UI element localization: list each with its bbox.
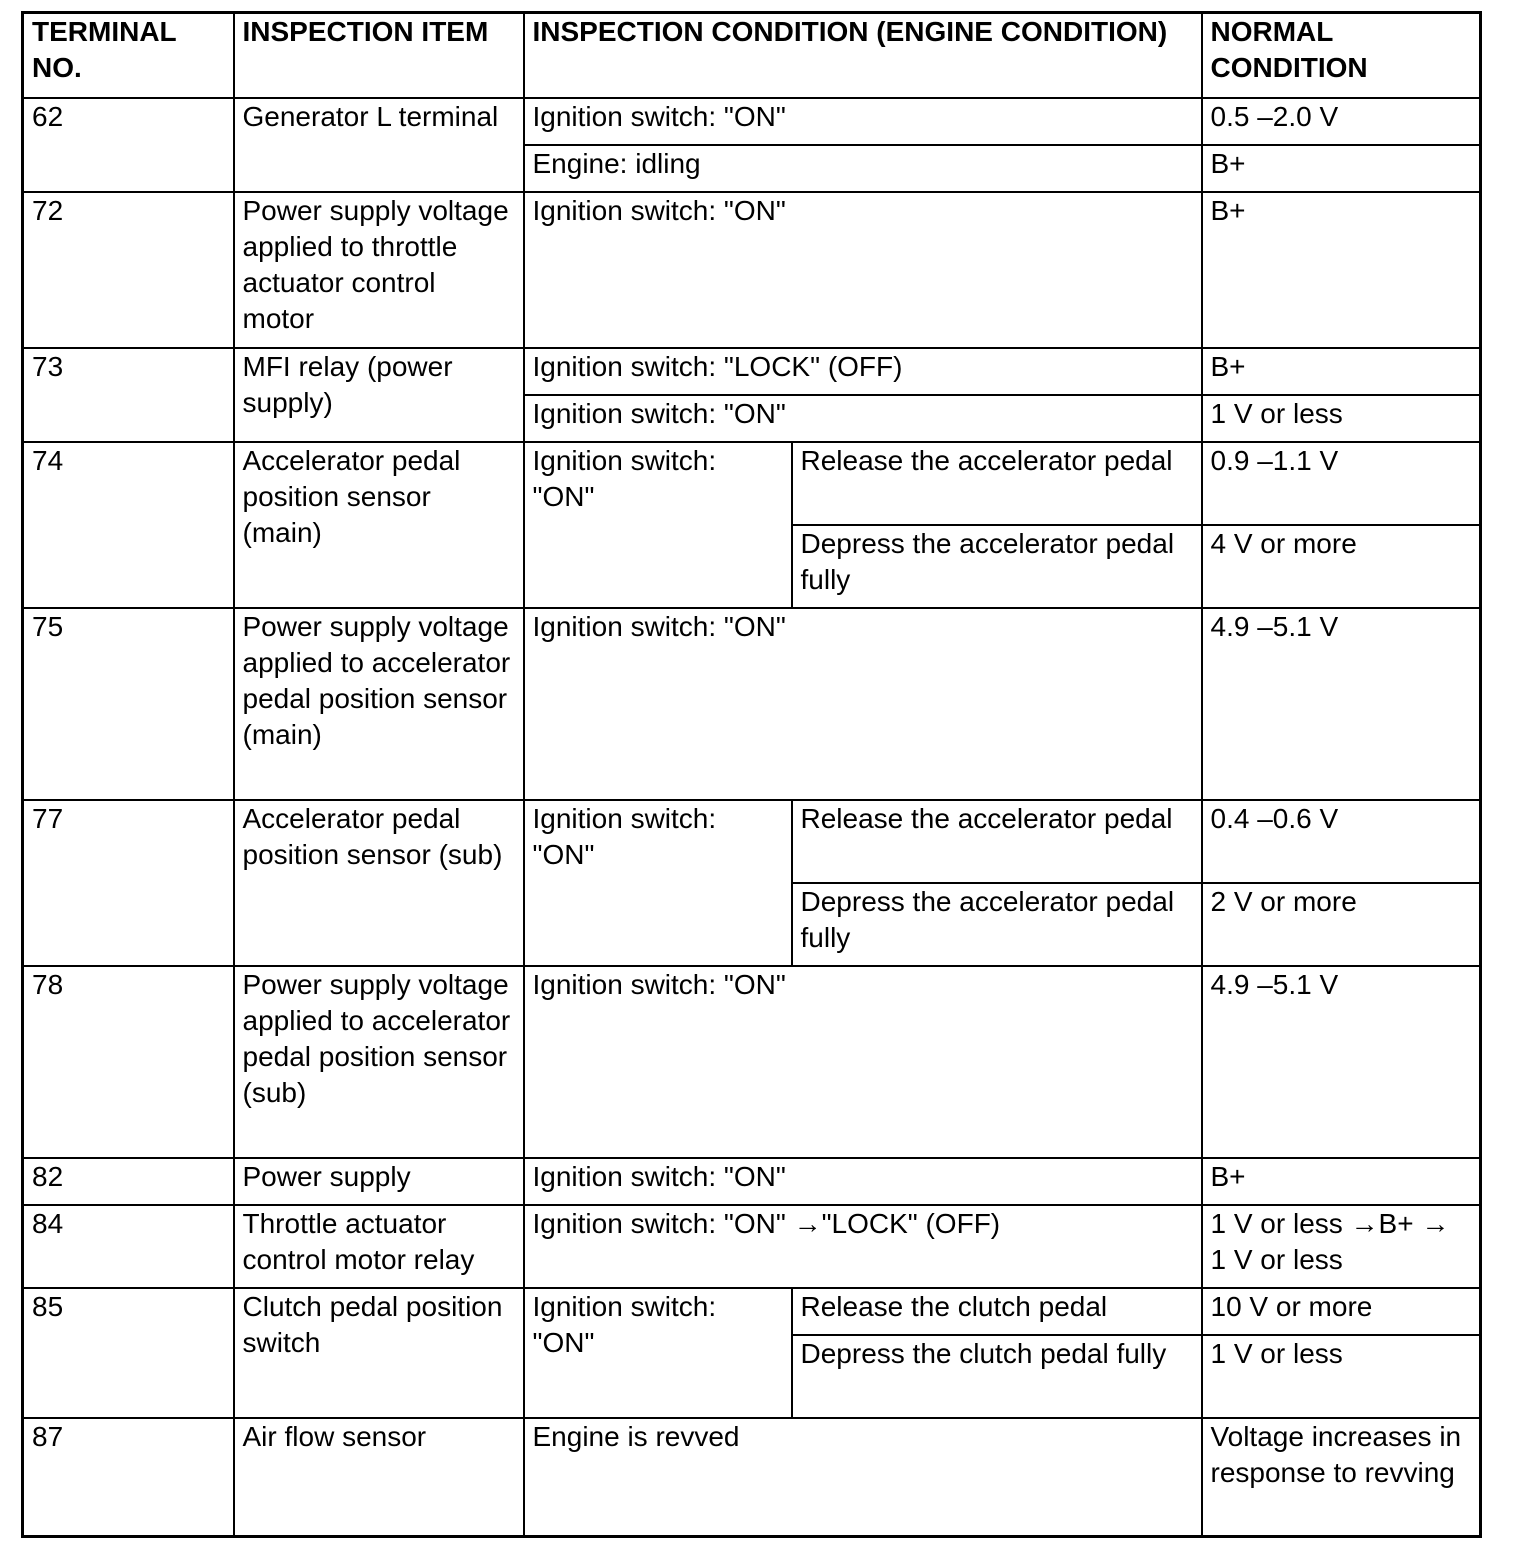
normal-condition: 4.9 –5.1 V xyxy=(1202,966,1481,1158)
normal-condition: 10 V or more xyxy=(1202,1288,1481,1335)
inspection-item: Power supply voltage applied to accelerator pedal position sensor (sub) xyxy=(234,966,524,1158)
inspection-condition: Ignition switch: "ON" xyxy=(524,966,1202,1158)
normal-condition: 0.9 –1.1 V xyxy=(1202,442,1481,525)
header-inspection-condition: INSPECTION CONDITION (ENGINE CONDITION) xyxy=(524,13,1202,99)
table-row xyxy=(23,1288,1481,1335)
inspection-item: Accelerator pedal position sensor (sub) xyxy=(234,800,524,966)
inspection-condition: Ignition switch: "ON" →"LOCK" (OFF) xyxy=(524,1205,1202,1288)
terminal-no: 62 xyxy=(23,98,234,192)
inspection-condition: Ignition switch: "ON" xyxy=(524,98,1202,145)
inspection-condition: Ignition switch: "LOCK" (OFF) xyxy=(524,348,1202,395)
header-normal-condition: NORMAL CONDITION xyxy=(1202,13,1481,99)
normal-condition: B+ xyxy=(1202,192,1481,348)
inspection-condition: Ignition switch: "ON" xyxy=(524,1288,792,1418)
terminal-no: 77 xyxy=(23,800,234,966)
inspection-condition: Ignition switch: "ON" xyxy=(524,442,792,608)
normal-condition: 4 V or more xyxy=(1202,525,1481,608)
table-row xyxy=(23,348,1481,395)
terminal-no: 74 xyxy=(23,442,234,608)
terminal-no: 78 xyxy=(23,966,234,1158)
inspection-item: Power supply voltage applied to accelerator pedal position sensor (main) xyxy=(234,608,524,800)
inspection-condition: Engine is revved xyxy=(524,1418,1202,1536)
normal-condition: 1 V or less xyxy=(1202,1335,1481,1418)
normal-condition: 1 V or less xyxy=(1202,395,1481,442)
table-row xyxy=(23,442,1481,525)
header-terminal-no: TERMINAL NO. xyxy=(23,13,234,99)
terminal-no: 87 xyxy=(23,1418,234,1536)
inspection-item: MFI relay (power supply) xyxy=(234,348,524,442)
table-row xyxy=(23,1418,1481,1536)
inspection-item: Air flow sensor xyxy=(234,1418,524,1536)
inspection-condition: Ignition switch: "ON" xyxy=(524,192,1202,348)
normal-condition: 0.4 –0.6 V xyxy=(1202,800,1481,883)
normal-condition: Voltage increases in response to revving xyxy=(1202,1418,1481,1536)
header-row xyxy=(23,13,1481,99)
inspection-table xyxy=(21,11,1482,1538)
table-row xyxy=(23,608,1481,800)
table-row xyxy=(23,1158,1481,1205)
inspection-item: Accelerator pedal position sensor (main) xyxy=(234,442,524,608)
terminal-no: 85 xyxy=(23,1288,234,1418)
inspection-subcondition: Release the accelerator pedal xyxy=(792,800,1202,883)
terminal-no: 82 xyxy=(23,1158,234,1205)
table-row xyxy=(23,192,1481,348)
inspection-condition: Ignition switch: "ON" xyxy=(524,608,1202,800)
inspection-subcondition: Depress the accelerator pedal fully xyxy=(792,883,1202,966)
normal-condition: B+ xyxy=(1202,145,1481,192)
normal-condition: 0.5 –2.0 V xyxy=(1202,98,1481,145)
normal-condition: 1 V or less →B+ → 1 V or less xyxy=(1202,1205,1481,1288)
table-row xyxy=(23,800,1481,883)
header-inspection-item: INSPECTION ITEM xyxy=(234,13,524,99)
inspection-condition: Ignition switch: "ON" xyxy=(524,1158,1202,1205)
inspection-subcondition: Depress the accelerator pedal fully xyxy=(792,525,1202,608)
inspection-subcondition: Release the accelerator pedal xyxy=(792,442,1202,525)
inspection-subcondition: Depress the clutch pedal fully xyxy=(792,1335,1202,1418)
normal-condition: 4.9 –5.1 V xyxy=(1202,608,1481,800)
inspection-item: Generator L terminal xyxy=(234,98,524,192)
normal-condition: B+ xyxy=(1202,348,1481,395)
table-row xyxy=(23,1205,1481,1288)
inspection-item: Throttle actuator control motor relay xyxy=(234,1205,524,1288)
inspection-item: Power supply xyxy=(234,1158,524,1205)
inspection-condition: Engine: idling xyxy=(524,145,1202,192)
inspection-subcondition: Release the clutch pedal xyxy=(792,1288,1202,1335)
terminal-no: 75 xyxy=(23,608,234,800)
normal-condition: B+ xyxy=(1202,1158,1481,1205)
inspection-item: Clutch pedal position switch xyxy=(234,1288,524,1418)
terminal-no: 72 xyxy=(23,192,234,348)
normal-condition: 2 V or more xyxy=(1202,883,1481,966)
terminal-no: 73 xyxy=(23,348,234,442)
terminal-no: 84 xyxy=(23,1205,234,1288)
inspection-item: Power supply voltage applied to throttle actuator control motor xyxy=(234,192,524,348)
table-row xyxy=(23,98,1481,145)
table-row xyxy=(23,966,1481,1158)
inspection-condition: Ignition switch: "ON" xyxy=(524,800,792,966)
inspection-condition: Ignition switch: "ON" xyxy=(524,395,1202,442)
